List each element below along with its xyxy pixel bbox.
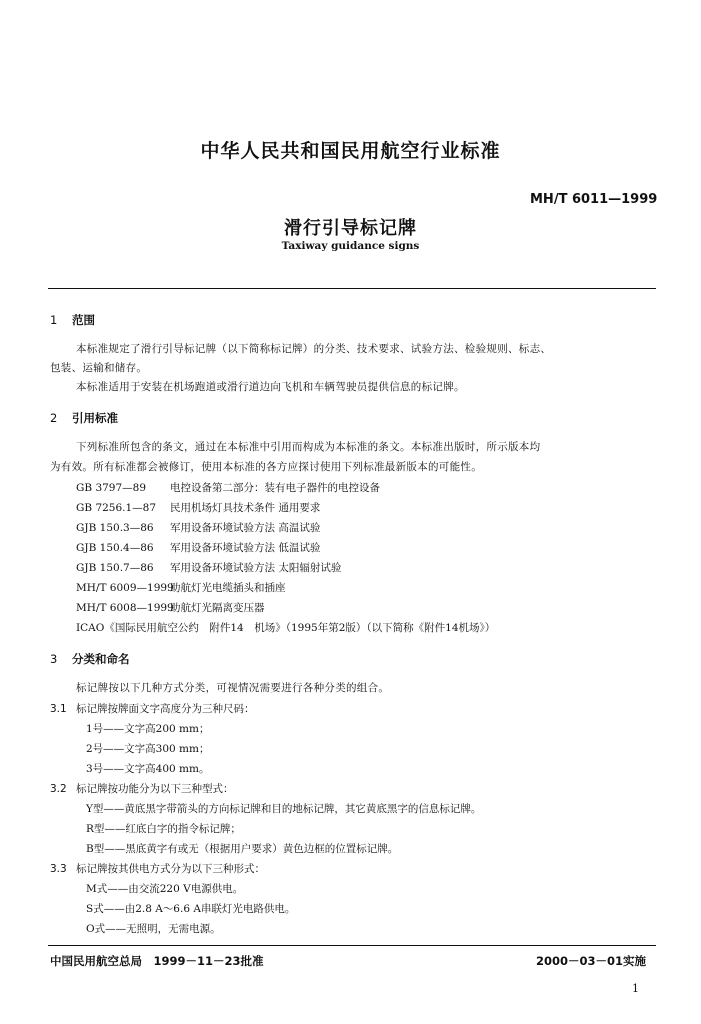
standard-title: 中华人民共和国民用航空行业标准 <box>200 140 501 162</box>
section-title: 引用标准 <box>72 411 118 425</box>
reference-title: 电控设备第二部分：装有电子器件的电控设备 <box>170 482 380 494</box>
reference-standard <box>76 580 286 595</box>
section-1-paragraph-1-line-2: 包装、运输和储存。 <box>50 362 148 374</box>
subsection-text: 标记牌按功能分为以下三种型式： <box>76 783 234 795</box>
section-3-intro: 标记牌按以下几种方式分类，可视情况需要进行各种分类的组合。 <box>76 682 390 694</box>
section-title: 范围 <box>72 313 95 327</box>
reference-code: GJB 150.4—86 <box>76 542 154 554</box>
bottom-divider <box>48 945 656 946</box>
section-2-paragraph-line-1: 下列标准所包含的条文，通过在本标准中引用而构成为本标准的条文。本标准出版时，所示版本均 <box>76 441 541 453</box>
section-number: 2 <box>50 411 58 425</box>
size-item: 1号——文字高200 mm； <box>86 723 210 735</box>
section-1-heading <box>50 312 95 328</box>
reference-standard <box>76 500 320 515</box>
section-title: 分类和命名 <box>72 652 130 666</box>
subsection-3-3 <box>50 861 265 876</box>
section-1-paragraph-2: 本标准适用于安装在机场跑道或滑行道边向飞机和车辆驾驶员提供信息的标记牌。 <box>76 381 465 393</box>
section-1-paragraph-1-line-1: 本标准规定了滑行引导标记牌（以下简称标记牌）的分类、技术要求、试验方法、检验规则、标志、 <box>76 343 552 355</box>
page-number: 1 <box>632 982 639 995</box>
type-item: R型——红底白字的指令标记牌； <box>86 823 241 835</box>
subsection-3-2 <box>50 781 234 796</box>
subsection-text: 标记牌按牌面文字高度分为三种尺码： <box>76 703 255 715</box>
reference-code: GJB 150.3—86 <box>76 522 154 534</box>
section-3-heading <box>50 651 130 667</box>
implementation-date: 2000－03－01实施 <box>536 954 647 968</box>
subsection-number: 3.3 <box>50 863 67 875</box>
section-2-heading <box>50 410 118 426</box>
size-item: 2号——文字高300 mm； <box>86 743 210 755</box>
power-item: O式——无照明，无需电源。 <box>86 923 221 935</box>
power-item: S式——由2.8 A～6.6 A串联灯光电路供电。 <box>86 903 296 915</box>
document-subtitle: Taxiway guidance signs <box>281 240 420 252</box>
reference-code: MH/T 6008—1999 <box>76 602 174 614</box>
icao-reference: ICAO《国际民用航空公约 附件14 机场》（1995年第2版）（以下简称《附件14机场》） <box>76 622 496 634</box>
type-item: B型——黑底黄字有或无（根据用户要求）黄色边框的位置标记牌。 <box>86 843 399 855</box>
size-item: 3号——文字高400 mm。 <box>86 763 210 775</box>
document-title: 滑行引导标记牌 <box>284 218 417 239</box>
subsection-3-1 <box>50 701 255 716</box>
reference-code: GJB 150.7—86 <box>76 562 154 574</box>
reference-title: 助航灯光隔离变压器 <box>170 602 265 614</box>
subsection-text: 标记牌按其供电方式分为以下三种形式： <box>76 863 265 875</box>
standard-code: MH/T 6011—1999 <box>530 192 658 207</box>
section-number: 3 <box>50 652 58 666</box>
top-divider <box>48 288 656 289</box>
reference-title: 军用设备环境试验方法 低温试验 <box>170 542 321 554</box>
approval-info: 中国民用航空总局 1999－11－23批准 <box>50 954 264 968</box>
reference-code: GB 3797—89 <box>76 482 147 494</box>
section-number: 1 <box>50 313 58 327</box>
reference-standard <box>76 520 320 535</box>
type-item: Y型——黄底黑字带箭头的方向标记牌和目的地标记牌，其它黄底黑字的信息标记牌。 <box>86 803 482 815</box>
reference-code: GB 7256.1—87 <box>76 502 157 514</box>
reference-standard <box>76 560 341 575</box>
reference-title: 军用设备环境试验方法 高温试验 <box>170 522 321 534</box>
reference-standard <box>76 540 320 555</box>
reference-standard <box>76 480 380 495</box>
reference-title: 民用机场灯具技术条件 通用要求 <box>170 502 321 514</box>
subsection-number: 3.1 <box>50 703 67 715</box>
reference-standard <box>76 600 265 615</box>
reference-title: 军用设备环境试验方法 太阳辐射试验 <box>170 562 342 574</box>
reference-title: 助航灯光电缆插头和插座 <box>170 582 286 594</box>
section-2-paragraph-line-2: 为有效。所有标准都会被修订，使用本标准的各方应探讨使用下列标准最新版本的可能性。 <box>50 461 482 473</box>
reference-code: MH/T 6009—1999 <box>76 582 174 594</box>
power-item: M式——由交流220 V电源供电。 <box>86 883 244 895</box>
subsection-number: 3.2 <box>50 783 67 795</box>
